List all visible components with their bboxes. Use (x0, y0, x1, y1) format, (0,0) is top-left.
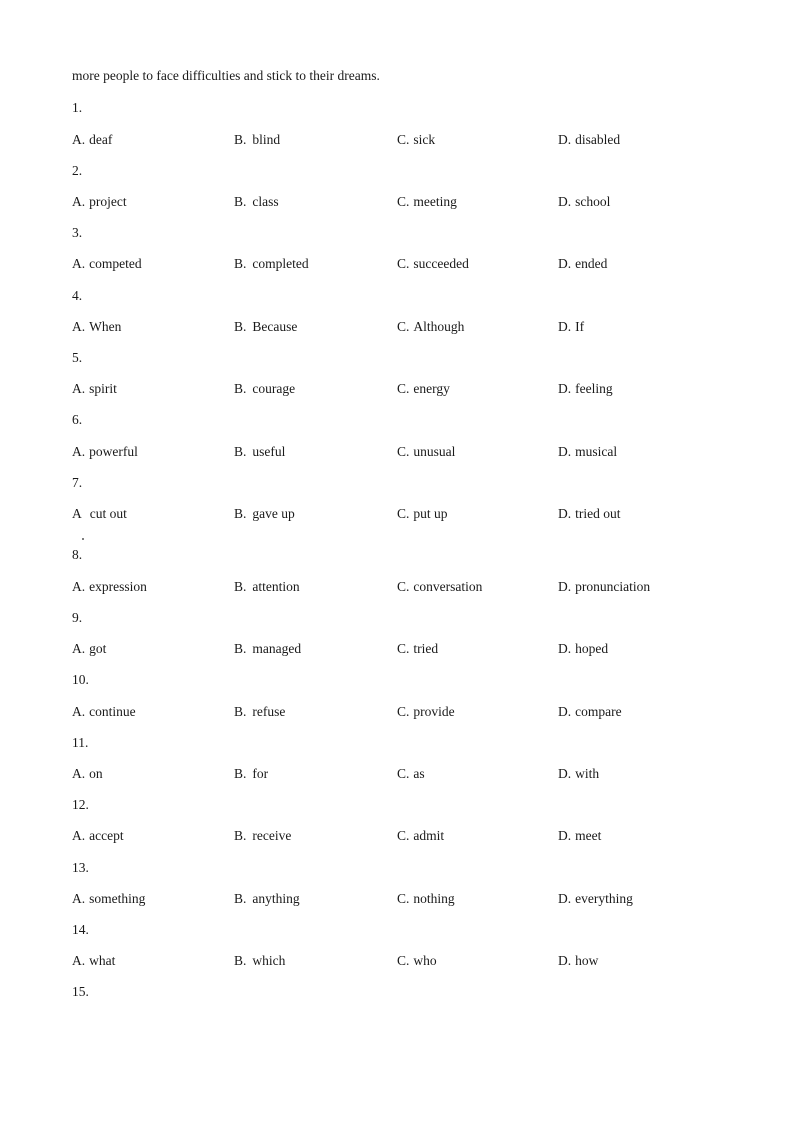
option-text: competed (89, 256, 142, 271)
option-d (558, 828, 601, 844)
option-b (234, 891, 300, 907)
option-label: D. (558, 444, 572, 459)
option-text: energy (413, 381, 450, 396)
option-d (558, 444, 617, 460)
question-number: 1. (72, 100, 83, 115)
option-label: C. (397, 319, 410, 334)
option-text: spirit (89, 381, 117, 396)
option-a (72, 194, 127, 210)
question-options-row (0, 256, 794, 272)
option-label: C. (397, 132, 410, 147)
option-text: deaf (89, 132, 113, 147)
question-options-row (0, 579, 794, 595)
option-b (234, 319, 297, 335)
question-options-row (0, 381, 794, 397)
question-options-row (0, 132, 794, 148)
stray-mark (82, 538, 84, 540)
question-options-row (0, 891, 794, 907)
option-label: A. (72, 194, 86, 209)
option-text: something (89, 891, 146, 906)
option-label: A. (72, 953, 86, 968)
option-d (558, 319, 584, 335)
option-d (558, 641, 608, 657)
option-label: A. (72, 641, 86, 656)
option-label: C. (397, 641, 410, 656)
option-label: D. (558, 132, 572, 147)
option-c (397, 704, 455, 720)
option-label: D. (558, 256, 572, 271)
option-label: B. (234, 766, 247, 781)
option-text: gave up (252, 506, 295, 521)
option-d (558, 891, 633, 907)
option-text: meet (575, 828, 602, 843)
option-a (72, 828, 124, 844)
option-text: sick (413, 132, 436, 147)
option-text: Because (252, 319, 298, 334)
option-text: powerful (89, 444, 138, 459)
question-options-row (0, 828, 794, 844)
option-a (72, 444, 138, 460)
question-number: 13. (72, 860, 89, 875)
option-label: A (72, 506, 82, 521)
option-b (234, 579, 300, 595)
option-label: C. (397, 891, 410, 906)
option-text: project (89, 194, 127, 209)
option-text: what (89, 953, 116, 968)
option-label: A. (72, 381, 86, 396)
option-c (397, 506, 448, 522)
option-text: blind (252, 132, 281, 147)
option-c (397, 381, 450, 397)
question-options-row (0, 641, 794, 657)
option-label: B. (234, 953, 247, 968)
option-label: B. (234, 381, 247, 396)
option-text: as (413, 766, 425, 781)
option-text: When (89, 319, 122, 334)
option-text: feeling (575, 381, 613, 396)
option-text: nothing (413, 891, 455, 906)
option-a (72, 766, 103, 782)
option-b (234, 381, 295, 397)
option-label: C. (397, 766, 410, 781)
option-b (234, 641, 301, 657)
option-text: put up (413, 506, 448, 521)
option-label: A. (72, 828, 86, 843)
option-text: courage (252, 381, 296, 396)
option-label: B. (234, 132, 247, 147)
option-label: D. (558, 704, 572, 719)
option-label: B. (234, 506, 247, 521)
option-d (558, 766, 599, 782)
option-text: conversation (413, 579, 483, 594)
option-text: Although (413, 319, 465, 334)
option-label: A. (72, 256, 86, 271)
option-c (397, 319, 464, 335)
option-label: C. (397, 506, 410, 521)
question-options-row (0, 444, 794, 460)
option-a (72, 132, 112, 148)
option-text: receive (252, 828, 292, 843)
option-label: C. (397, 953, 410, 968)
option-a (72, 319, 121, 335)
option-d (558, 381, 613, 397)
option-label: C. (397, 381, 410, 396)
option-label: C. (397, 704, 410, 719)
option-label: A. (72, 766, 86, 781)
option-d (558, 132, 620, 148)
option-label: A. (72, 132, 86, 147)
question-options-row (0, 194, 794, 210)
question-number: 12. (72, 797, 89, 812)
question-number: 6. (72, 412, 83, 427)
option-d (558, 194, 610, 210)
option-label: A. (72, 319, 86, 334)
option-text: tried (413, 641, 439, 656)
option-text: completed (252, 256, 309, 271)
option-c (397, 579, 482, 595)
option-label: D. (558, 506, 572, 521)
option-text: attention (252, 579, 300, 594)
option-text: meeting (413, 194, 457, 209)
option-text: got (89, 641, 107, 656)
question-options-row (0, 704, 794, 720)
option-label: C. (397, 828, 410, 843)
option-text: If (575, 319, 585, 334)
option-b (234, 953, 285, 969)
option-label: C. (397, 444, 410, 459)
option-b (234, 828, 291, 844)
question-number: 8. (72, 547, 83, 562)
option-c (397, 828, 444, 844)
option-d (558, 579, 650, 595)
option-label: A. (72, 704, 86, 719)
option-text: musical (575, 444, 618, 459)
option-label: A. (72, 444, 86, 459)
option-text: disabled (575, 132, 621, 147)
question-options-row (0, 319, 794, 335)
question-number: 10. (72, 672, 89, 687)
option-label: D. (558, 766, 572, 781)
option-c (397, 256, 469, 272)
question-number: 14. (72, 922, 89, 937)
option-a (72, 256, 142, 272)
option-a (72, 641, 106, 657)
option-text: unusual (413, 444, 456, 459)
option-text: on (89, 766, 103, 781)
option-b (234, 704, 285, 720)
option-label: D. (558, 953, 572, 968)
option-text: how (575, 953, 599, 968)
option-text: which (252, 953, 286, 968)
intro-text: more people to face difficulties and stick to their dreams. (72, 68, 380, 83)
option-text: tried out (575, 506, 621, 521)
option-text: useful (252, 444, 286, 459)
option-c (397, 641, 438, 657)
question-number: 11. (72, 735, 89, 750)
option-b (234, 444, 285, 460)
option-label: B. (234, 704, 247, 719)
question-number: 3. (72, 225, 83, 240)
option-text: ended (575, 256, 608, 271)
option-b (234, 506, 295, 522)
option-label: D. (558, 579, 572, 594)
option-c (397, 891, 455, 907)
option-label: B. (234, 444, 247, 459)
option-d (558, 506, 621, 522)
option-label: D. (558, 641, 572, 656)
option-label: D. (558, 828, 572, 843)
question-number: 5. (72, 350, 83, 365)
option-b (234, 766, 268, 782)
option-text: for (252, 766, 269, 781)
option-label: B. (234, 891, 247, 906)
option-c (397, 444, 455, 460)
option-c (397, 194, 457, 210)
question-options-row (0, 766, 794, 782)
option-text: class (252, 194, 279, 209)
option-text: succeeded (413, 256, 469, 271)
option-text: cut out (89, 506, 127, 521)
option-text: managed (252, 641, 302, 656)
option-b (234, 194, 279, 210)
option-text: pronunciation (575, 579, 651, 594)
option-b (234, 256, 309, 272)
option-label: C. (397, 194, 410, 209)
question-number: 15. (72, 984, 89, 999)
option-text: admit (413, 828, 445, 843)
question-options-row (0, 953, 794, 969)
option-label: D. (558, 194, 572, 209)
option-c (397, 766, 425, 782)
option-text: accept (89, 828, 124, 843)
option-text: refuse (252, 704, 286, 719)
option-label: A. (72, 891, 86, 906)
option-label: A. (72, 579, 86, 594)
option-a (72, 704, 136, 720)
option-label: D. (558, 319, 572, 334)
option-a (72, 506, 127, 522)
option-text: who (413, 953, 437, 968)
option-label: B. (234, 194, 247, 209)
option-text: everything (575, 891, 633, 906)
option-text: compare (575, 704, 622, 719)
option-label: C. (397, 256, 410, 271)
option-d (558, 953, 598, 969)
option-label: B. (234, 641, 247, 656)
option-text: school (575, 194, 611, 209)
option-c (397, 953, 437, 969)
option-label: D. (558, 891, 572, 906)
option-a (72, 891, 145, 907)
option-text: expression (89, 579, 147, 594)
option-d (558, 256, 607, 272)
question-options-row (0, 506, 794, 522)
option-text: continue (89, 704, 136, 719)
option-a (72, 381, 117, 397)
option-text: with (575, 766, 600, 781)
option-text: anything (252, 891, 300, 906)
question-number: 7. (72, 475, 83, 490)
option-label: B. (234, 579, 247, 594)
option-label: C. (397, 579, 410, 594)
option-d (558, 704, 622, 720)
question-number: 9. (72, 610, 83, 625)
option-a (72, 579, 147, 595)
option-label: D. (558, 381, 572, 396)
option-label: B. (234, 256, 247, 271)
option-c (397, 132, 435, 148)
option-text: hoped (575, 641, 609, 656)
option-b (234, 132, 280, 148)
question-number: 4. (72, 288, 83, 303)
option-label: B. (234, 828, 247, 843)
option-label: B. (234, 319, 247, 334)
option-a (72, 953, 115, 969)
question-number: 2. (72, 163, 83, 178)
option-text: provide (413, 704, 455, 719)
